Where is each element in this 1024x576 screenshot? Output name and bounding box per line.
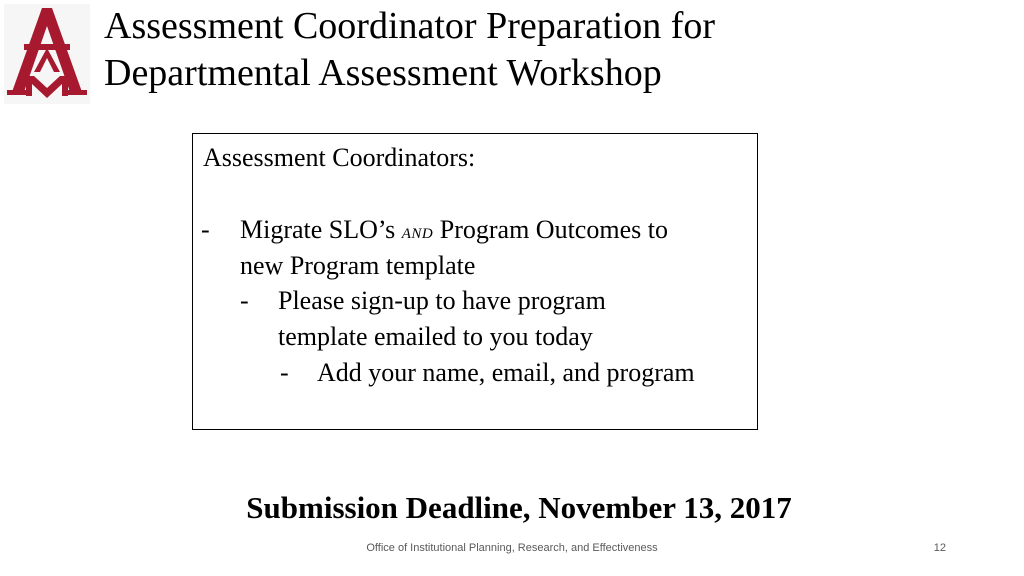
university-logo-icon xyxy=(4,4,90,104)
title-line-1: Assessment Coordinator Preparation for xyxy=(104,5,716,47)
submission-deadline: Submission Deadline, November 13, 2017 xyxy=(246,490,792,525)
footer-office-name: Office of Institutional Planning, Research, and Effectiveness xyxy=(366,542,658,554)
title-line-2: Departmental Assessment Workshop xyxy=(104,52,662,94)
item1-and: AND xyxy=(401,226,434,242)
slide-title xyxy=(104,3,1004,97)
item1-text-before: Migrate SLO’s xyxy=(240,215,396,244)
item1-text-after: Program Outcomes to xyxy=(439,215,668,244)
page-number: 12 xyxy=(933,542,946,554)
box-heading: Assessment Coordinators: xyxy=(203,143,476,172)
bullet-dash: - xyxy=(280,358,289,387)
bullet-dash: - xyxy=(201,215,210,244)
bullet-dash: - xyxy=(240,286,249,315)
task-item-2-line-2: template emailed to you today xyxy=(278,322,593,351)
task-item-3: Add your name, email, and program xyxy=(317,358,695,387)
task-item-1-line-1 xyxy=(240,212,668,252)
task-item-2-line-1: Please sign-up to have program xyxy=(278,286,606,315)
task-item-1-line-2: new Program template xyxy=(240,251,476,280)
coordinator-tasks-box xyxy=(192,133,758,430)
